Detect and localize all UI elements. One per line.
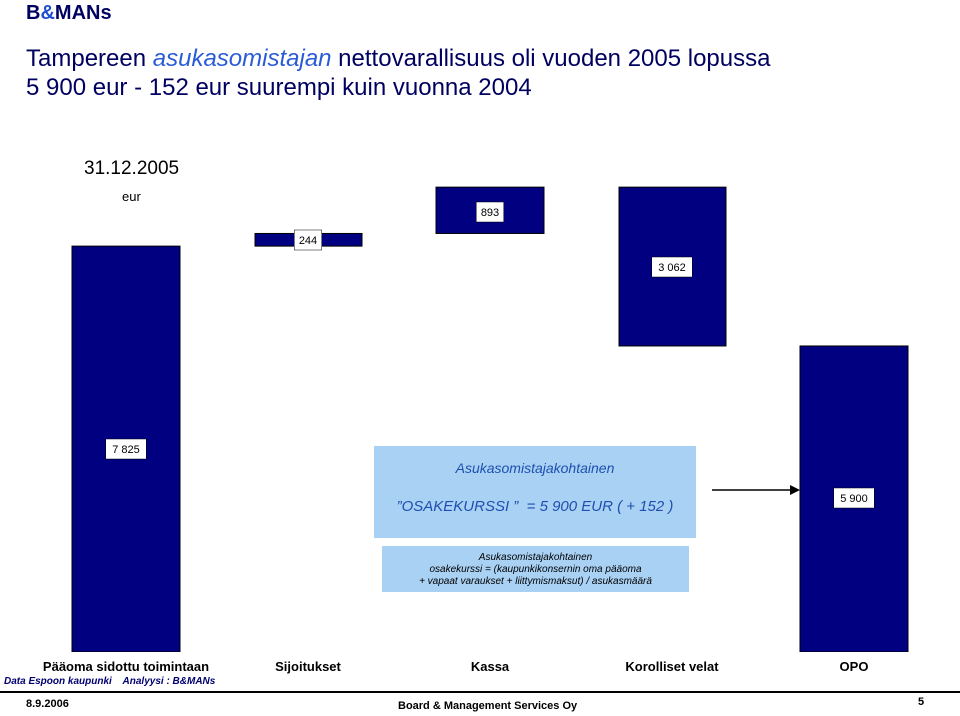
formula-line1: Asukasomistajakohtainen [478, 552, 593, 563]
info-box-line1: Asukasomistajakohtainen [455, 460, 615, 476]
brand-logo-b: B [26, 2, 41, 24]
formula-box [382, 546, 689, 592]
value-label-4: 3 062 [658, 262, 686, 274]
page-number: 5 [918, 696, 925, 708]
formula-line2: osakekurssi = (kaupunkikonsernin oma pääoma [429, 564, 642, 575]
chart-date: 31.12.2005 [84, 158, 180, 179]
formula-line3: + vapaat varaukset + liittymismaksut) / asukasmäärä [419, 576, 652, 587]
unit-label: eur [122, 189, 141, 204]
category-label-2: Sijoitukset [275, 659, 341, 674]
value-label-1: 7 825 [112, 444, 140, 456]
value-label-5: 5 900 [840, 493, 868, 505]
arrow-head [790, 485, 800, 495]
category-label-3: Kassa [470, 659, 510, 674]
title-part3: nettovarallisuus oli vuoden 2005 lopussa [331, 45, 771, 72]
title-line2: 5 900 eur - 152 eur suurempi kuin vuonna 2004 [26, 74, 532, 101]
value-label-2: 244 [298, 235, 318, 247]
footer-company: Board & Management Services Oy [398, 700, 578, 712]
footer-date: 8.9.2006 [26, 698, 69, 710]
category-label-1: Pääoma sidottu toimintaan [42, 659, 210, 674]
brand-logo-mans: MANs [54, 2, 112, 24]
source-note: Data Espoon kaupunki Analyysi : B&MANs [4, 676, 216, 687]
info-box [374, 446, 696, 538]
arrow [712, 485, 800, 495]
value-label-3: 893 [480, 207, 500, 219]
title-part1: Tampereen [26, 45, 153, 72]
info-box-line2: ”OSAKEKURSSI ” = 5 900 EUR ( + 152 ) [396, 498, 674, 515]
brand-logo-amp: & [40, 2, 55, 24]
category-label-4: Korolliset velat [625, 659, 719, 674]
category-label-5: OPO [839, 659, 869, 674]
title-highlight: asukasomistajan [152, 45, 332, 72]
footer-divider [0, 691, 960, 693]
